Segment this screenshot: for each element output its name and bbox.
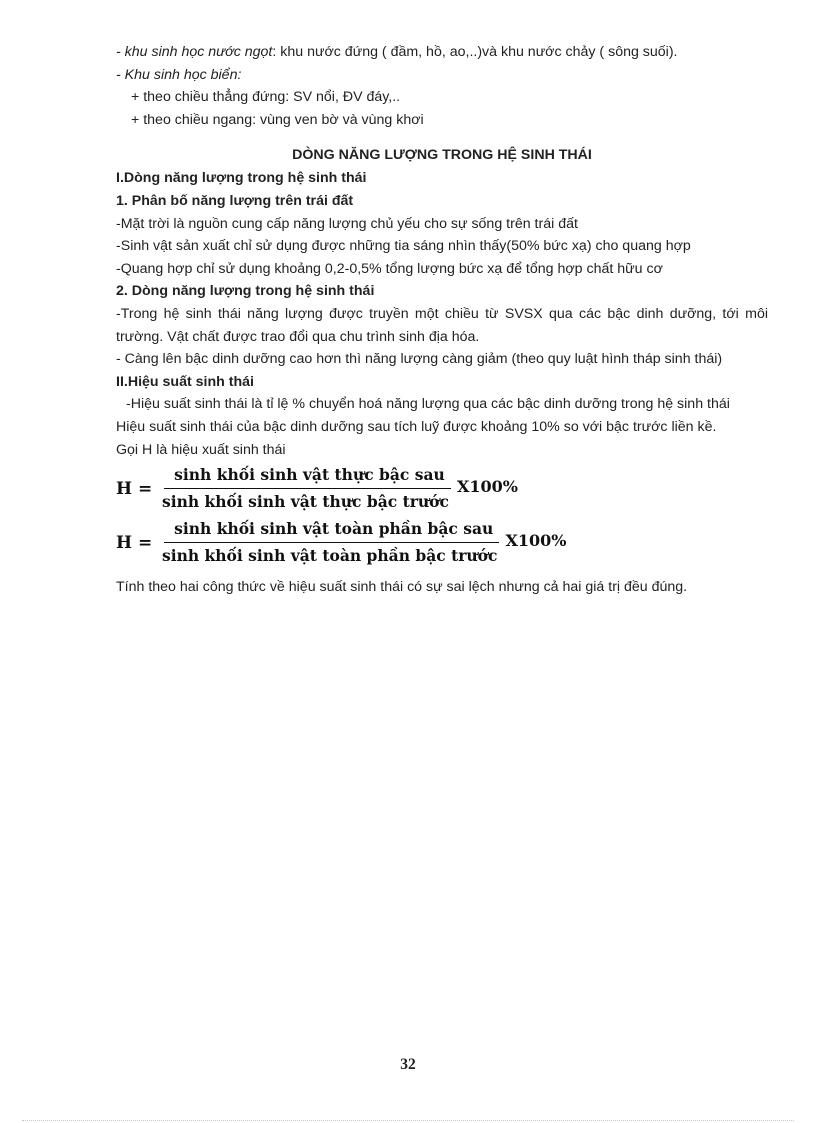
- sec2-paragraph-4: Tính theo hai công thức về hiệu suất sinh thái có sự sai lệch nhưng cả hai giá trị đều đúng.: [116, 579, 688, 596]
- chapter-title: DÒNG NĂNG LƯỢNG TRONG HỆ SINH THÁI: [292, 147, 592, 164]
- document-body: [116, 41, 768, 599]
- intro-line-marine: - Khu sinh học biển:: [116, 66, 242, 83]
- page-bottom-rule: [22, 1120, 794, 1121]
- formula-2-fraction: [160, 517, 503, 568]
- sub1-paragraph-2: -Sinh vật sản xuất chỉ sử dụng được những tia sáng nhìn thấy(50% bức xạ) cho quang hợp: [116, 238, 691, 255]
- intro-line-freshwater: [116, 41, 768, 64]
- formula-1-lhs: H =: [116, 478, 153, 499]
- subsection1-heading: 1. Phân bố năng lượng trên trái đất: [116, 192, 354, 209]
- formula-1-denominator: sinh khối sinh vật thực bậc trước: [162, 492, 449, 512]
- sec2-paragraph-2: Hiệu suất sinh thái của bậc dinh dưỡng sau tích luỹ được khoảng 10% so với bậc trước liền kề.: [116, 418, 717, 435]
- sub2-paragraph-2: - Càng lên bậc dinh dưỡng cao hơn thì năng lượng càng giảm (theo quy luật hình tháp sinh thái): [116, 351, 723, 368]
- formula-1: [116, 463, 768, 514]
- freshwater-text: : khu nước đứng ( đầm, hồ, ao,..)và khu nước chảy ( sông suối).: [272, 44, 678, 60]
- sub2-paragraph-1: -Trong hệ sinh thái năng lượng được truyền một chiều từ SVSX qua các bậc dinh dưỡng, tới môi trường. Vật chất được trao đổi qua chu trình sinh địa hóa.: [116, 305, 768, 345]
- formula-1-multiplier: X100%: [456, 477, 518, 497]
- sub1-paragraph-3: -Quang hợp chỉ sử dụng khoảng 0,2-0,5% tổng lượng bức xạ để tổng hợp chất hữu cơ: [116, 260, 663, 277]
- sec2-paragraph-1: -Hiệu suất sinh thái là tỉ lệ % chuyển hoá năng lượng qua các bậc dinh dưỡng trong hệ sinh thái: [126, 396, 730, 413]
- formula-2: [116, 517, 768, 568]
- formula-2-denominator: sinh khối sinh vật toàn phần bậc trước: [162, 546, 498, 566]
- subsection2-heading: 2. Dòng năng lượng trong hệ sinh thái: [116, 283, 375, 300]
- freshwater-label: - khu sinh học nước ngọt: [116, 44, 273, 60]
- intro-line-horizontal: + theo chiều ngang: vùng ven bờ và vùng khơi: [131, 111, 424, 128]
- page-number: 32: [400, 1056, 416, 1073]
- sec2-paragraph-3: Gọi H là hiệu xuất sinh thái: [116, 441, 286, 458]
- section1-heading: I.Dòng năng lượng trong hệ sinh thái: [116, 170, 367, 187]
- formula-2-numerator: sinh khối sinh vật toàn phần bậc sau: [164, 517, 499, 543]
- formula-1-fraction: [160, 463, 455, 514]
- intro-line-vertical: + theo chiều thẳng đứng: SV nổi, ĐV đáy,..: [131, 89, 401, 106]
- section2-heading: II.Hiệu suất sinh thái: [116, 373, 254, 390]
- formula-2-multiplier: X100%: [505, 531, 567, 551]
- sub1-paragraph-1: -Mặt trời là nguồn cung cấp năng lượng chủ yếu cho sự sống trên trái đất: [116, 215, 578, 232]
- formula-2-lhs: H =: [116, 532, 153, 553]
- formula-1-numerator: sinh khối sinh vật thực bậc sau: [164, 463, 451, 489]
